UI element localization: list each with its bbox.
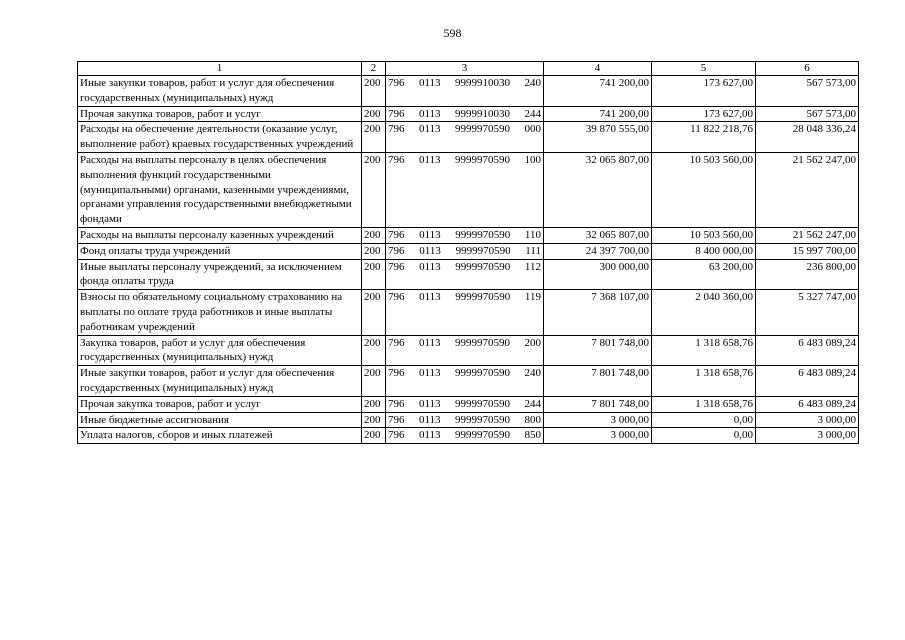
code-csr: 9999970590: [455, 291, 511, 304]
header-cell: 1: [78, 62, 362, 76]
row-value-col6: 3 000,00: [756, 412, 859, 428]
code-vr: 119: [524, 291, 541, 304]
budget-code-group: [388, 122, 541, 137]
code-csr: 9999970590: [455, 244, 511, 257]
code-vr: 244: [524, 107, 541, 120]
table-row: [78, 366, 859, 397]
code-rz: 0113: [418, 77, 441, 89]
row-value-col6: 6 483 089,24: [756, 335, 859, 366]
row-budget-code: [386, 335, 544, 366]
code-rz: 0113: [419, 260, 441, 273]
code-rz: 0113: [418, 153, 441, 166]
row-value-col5: 11 822 218,76: [652, 122, 756, 153]
row-code-col2: 200: [362, 106, 386, 122]
code-rz: 0113: [418, 336, 441, 349]
code-ved: 796: [388, 77, 405, 89]
code-rz: 0113: [418, 413, 441, 426]
table-row: [78, 290, 859, 335]
table-row: [78, 243, 859, 259]
table-row: [78, 152, 859, 227]
row-budget-code: [386, 366, 544, 397]
code-vr: 240: [524, 77, 541, 89]
code-vr: 100: [524, 153, 541, 166]
row-description: Прочая закупка товаров, работ и услуг: [78, 106, 362, 122]
row-value-col6: 21 562 247,00: [756, 227, 859, 243]
code-ved: 796: [388, 291, 405, 304]
page-number: 598: [443, 26, 462, 40]
row-budget-code: [386, 243, 544, 259]
row-value-col4: 32 065 807,00: [544, 152, 652, 227]
row-description: Расходы на обеспечение деятельности (оказание услуг, выполнение работ) краевых государственных учреждений: [78, 122, 362, 153]
budget-code-group: [388, 336, 541, 351]
row-value-col6: 5 327 747,00: [756, 290, 859, 335]
row-value-col5: 1 318 658,76: [652, 366, 756, 397]
row-code-col2: 200: [362, 152, 386, 227]
code-ved: 796: [388, 228, 405, 241]
row-value-col5: 1 318 658,76: [652, 396, 756, 412]
budget-code-group: [388, 244, 541, 259]
code-vr: 240: [524, 367, 541, 380]
code-rz: 0113: [418, 397, 441, 410]
code-csr: 9999970590: [455, 413, 511, 426]
row-code-col2: 200: [362, 290, 386, 335]
row-code-col2: 200: [362, 428, 386, 444]
code-csr: 9999910030: [455, 77, 511, 89]
row-value-col6: 567 573,00: [756, 106, 859, 122]
header-cell: 3: [386, 62, 544, 76]
code-ved: 796: [388, 413, 405, 426]
row-value-col6: 28 048 336,24: [756, 122, 859, 153]
table-row: [78, 396, 859, 412]
budget-code-group: [388, 228, 541, 243]
row-value-col4: 741 200,00: [544, 76, 652, 107]
code-vr: 200: [524, 336, 541, 349]
code-rz: 0113: [418, 107, 441, 120]
table-header-row: [78, 62, 859, 76]
row-value-col6: 3 000,00: [756, 428, 859, 444]
code-csr: 9999970590: [455, 336, 511, 349]
row-code-col2: 200: [362, 122, 386, 153]
row-budget-code: [386, 412, 544, 428]
row-value-col4: 7 368 107,00: [544, 290, 652, 335]
row-value-col5: 10 503 560,00: [652, 152, 756, 227]
row-code-col2: 200: [362, 76, 386, 107]
row-code-col2: 200: [362, 227, 386, 243]
row-description: Закупка товаров, работ и услуг для обеспечения государственных (муниципальных) нужд: [78, 335, 362, 366]
row-code-col2: 200: [362, 243, 386, 259]
row-value-col5: 0,00: [652, 412, 756, 428]
row-description: Прочая закупка товаров, работ и услуг: [78, 396, 362, 412]
row-value-col6: 21 562 247,00: [756, 152, 859, 227]
code-ved: 796: [388, 244, 405, 257]
row-code-col2: 200: [362, 259, 386, 290]
row-value-col4: 7 801 748,00: [544, 366, 652, 397]
row-description: Фонд оплаты труда учреждений: [78, 243, 362, 259]
code-ved: 796: [388, 153, 405, 166]
budget-code-group: [388, 260, 541, 275]
row-value-col5: 0,00: [652, 428, 756, 444]
header-cell: 2: [362, 62, 386, 76]
code-csr: 9999970590: [455, 429, 511, 442]
row-budget-code: [386, 396, 544, 412]
table-row: [78, 227, 859, 243]
row-description: Уплата налогов, сборов и иных платежей: [78, 428, 362, 444]
header-cell: 5: [652, 62, 756, 76]
code-rz: 0113: [418, 429, 441, 442]
row-description: Иные закупки товаров, работ и услуг для обеспечения государственных (муниципальных) нужд: [78, 366, 362, 397]
row-description: Иные закупки товаров, работ и услуг для обеспечения государственных (муниципальных) нужд: [78, 76, 362, 107]
row-code-col2: 200: [362, 335, 386, 366]
row-code-col2: 200: [362, 412, 386, 428]
row-code-col2: 200: [362, 366, 386, 397]
code-ved: 796: [388, 336, 405, 349]
row-budget-code: [386, 428, 544, 444]
code-csr: 9999910030: [455, 107, 511, 120]
row-value-col4: 300 000,00: [544, 259, 652, 290]
row-budget-code: [386, 227, 544, 243]
row-value-col4: 32 065 807,00: [544, 227, 652, 243]
row-value-col5: 10 503 560,00: [652, 227, 756, 243]
code-rz: 0113: [418, 123, 441, 136]
budget-table: [77, 61, 859, 444]
code-rz: 0113: [419, 291, 441, 304]
header-cell: 6: [756, 62, 859, 76]
header-cell: 4: [544, 62, 652, 76]
code-ved: 796: [388, 123, 405, 136]
table-row: [78, 412, 859, 428]
code-ved: 796: [388, 260, 405, 273]
code-rz: 0113: [419, 244, 441, 257]
code-csr: 9999970590: [455, 260, 511, 273]
row-value-col6: 236 800,00: [756, 259, 859, 290]
row-value-col4: 7 801 748,00: [544, 335, 652, 366]
row-value-col6: 6 483 089,24: [756, 366, 859, 397]
row-value-col6: 15 997 700,00: [756, 243, 859, 259]
row-description: Иные бюджетные ассигнования: [78, 412, 362, 428]
budget-code-group: [388, 366, 541, 381]
row-value-col4: 39 870 555,00: [544, 122, 652, 153]
code-csr: 9999970590: [455, 397, 511, 410]
row-description: Расходы на выплаты персоналу казенных учреждений: [78, 227, 362, 243]
row-value-col5: 173 627,00: [652, 76, 756, 107]
row-value-col6: 567 573,00: [756, 76, 859, 107]
code-ved: 796: [388, 397, 405, 410]
budget-code-group: [388, 397, 541, 412]
row-value-col5: 63 200,00: [652, 259, 756, 290]
code-csr: 9999970590: [455, 228, 511, 241]
row-value-col5: 1 318 658,76: [652, 335, 756, 366]
row-description: Взносы по обязательному социальному страхованию на выплаты по оплате труда работников и иные выплаты работникам учреждений: [78, 290, 362, 335]
row-budget-code: [386, 259, 544, 290]
code-rz: 0113: [418, 367, 441, 380]
row-value-col5: 8 400 000,00: [652, 243, 756, 259]
row-description: Иные выплаты персоналу учреждений, за исключением фонда оплаты труда: [78, 259, 362, 290]
table-row: [78, 428, 859, 444]
row-value-col4: 741 200,00: [544, 106, 652, 122]
row-value-col5: 2 040 360,00: [652, 290, 756, 335]
code-csr: 9999970590: [455, 153, 511, 166]
row-value-col5: 173 627,00: [652, 106, 756, 122]
row-budget-code: [386, 152, 544, 227]
table-row: [78, 335, 859, 366]
row-budget-code: [386, 290, 544, 335]
code-vr: 850: [524, 429, 541, 442]
row-description: Расходы на выплаты персоналу в целях обеспечения выполнения функций государственными (муниципальными) органами, казенными учреждениями, органами управления государственными внебюджетными фондами: [78, 152, 362, 227]
row-value-col6: 6 483 089,24: [756, 396, 859, 412]
code-vr: 244: [524, 397, 541, 410]
table-row: [78, 106, 859, 122]
code-csr: 9999970590: [455, 123, 511, 136]
row-code-col2: 200: [362, 396, 386, 412]
budget-code-group: [388, 107, 541, 122]
code-vr: 800: [524, 413, 541, 426]
table-row: [78, 76, 859, 107]
code-vr: 111: [525, 244, 541, 257]
row-value-col4: 24 397 700,00: [544, 243, 652, 259]
budget-code-group: [388, 413, 541, 428]
budget-code-group: [388, 290, 541, 305]
code-ved: 796: [388, 429, 405, 442]
code-ved: 796: [388, 107, 405, 120]
code-vr: 112: [524, 260, 541, 273]
row-budget-code: [386, 106, 544, 122]
code-rz: 0113: [419, 228, 441, 241]
row-value-col4: 7 801 748,00: [544, 396, 652, 412]
code-ved: 796: [388, 367, 405, 380]
budget-code-group: [388, 76, 541, 91]
row-budget-code: [386, 122, 544, 153]
row-value-col4: 3 000,00: [544, 412, 652, 428]
row-budget-code: [386, 76, 544, 107]
row-value-col4: 3 000,00: [544, 428, 652, 444]
code-vr: 110: [524, 228, 541, 241]
budget-code-group: [388, 153, 541, 168]
code-csr: 9999970590: [455, 367, 511, 380]
code-vr: 000: [524, 123, 541, 136]
table-row: [78, 259, 859, 290]
table-row: [78, 122, 859, 153]
budget-code-group: [388, 428, 541, 443]
